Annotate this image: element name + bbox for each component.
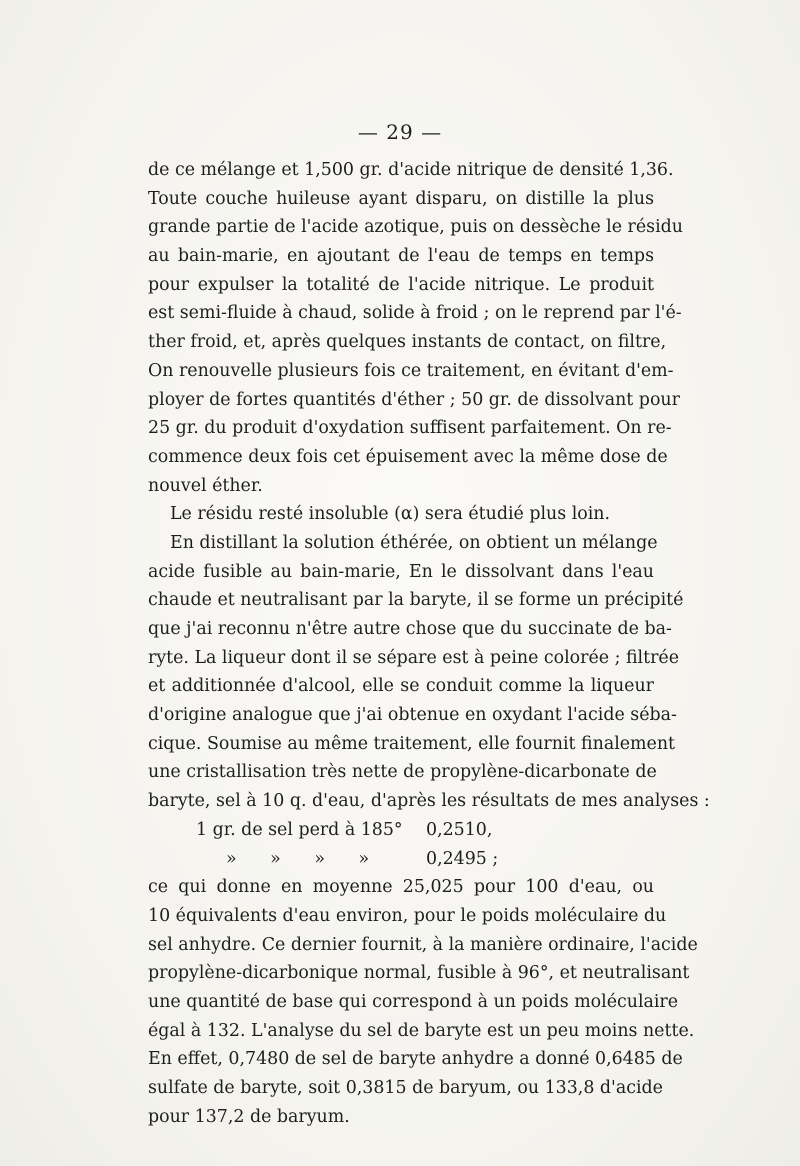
text-line: acide fusible au bain-marie, En le dissolvant dans l'eau [148,561,654,582]
text-line: chaude et neutralisant par la baryte, il se forme un précipité [148,590,684,611]
text-line: une cristallisation très nette de propylène-dicarbonate de [148,762,657,783]
text-line: sulfate de baryte, soit 0,3815 de baryum, ou 133,8 d'acide [148,1078,663,1098]
text-line: ployer de fortes quantités d'éther ; 50 gr. de dissolvant pour [148,389,680,410]
text-line: égal à 132. L'analyse du sel de baryte est un peu moins nette. [148,1020,695,1041]
text-line: Toute couche huileuse ayant disparu, on distille la plus [148,188,654,209]
text-line: cique. Soumise au même traitement, elle fournit finalement [148,733,676,754]
text-line: 25 gr. du produit d'oxydation suffisent parfaitement. On re- [148,418,672,439]
measurement-label: 1 gr. de sel perd à 185° [196,819,403,840]
text-line: que j'ai reconnu n'être autre chose que du succinate de ba- [148,619,672,639]
text-line: une quantité de base qui correspond à un poids moléculaire [148,991,679,1012]
body-text [148,156,710,1131]
text-line: ther froid, et, après quelques instants de contact, on filtre, [148,332,667,353]
text-line: On renouvelle plusieurs fois ce traitement, en évitant d'em- [148,360,674,381]
text-line: grande partie de l'acide azotique, puis on dessèche le résidu [148,217,683,238]
text-line: d'origine analogue que j'ai obtenue en oxydant l'acide séba- [148,705,677,726]
text-line: En effet, 0,7480 de sel de baryte anhydre a donné 0,6485 de [148,1049,683,1070]
text-line: propylène-dicarbonique normal, fusible à 96°, et neutralisant [148,963,690,984]
page-number: — 29 — [357,120,443,144]
text-line: En distillant la solution éthérée, on obtient un mélange [170,532,658,553]
measurement-value: 0,2510, [426,819,493,840]
text-line: au bain-marie, en ajoutant de l'eau de temps en temps [148,246,654,267]
text-line: et additionnée d'alcool, elle se conduit comme la liqueur [148,676,654,697]
measurement-label: » » » » [226,848,384,869]
text-line: ce qui donne en moyenne 25,025 pour 100 d'eau, ou [148,877,654,898]
text-line: ryte. La liqueur dont il se sépare est à peine colorée ; filtrée [148,647,680,668]
text-line: sel anhydre. Ce dernier fournit, à la manière ordinaire, l'acide [148,934,698,955]
measurement-row [148,845,654,874]
text-line: commence deux fois cet épuisement avec la même dose de [148,446,668,467]
text-line: nouvel éther. [148,475,263,496]
text-line: pour expulser la totalité de l'acide nitrique. Le produit [148,274,654,295]
text-line: 10 équivalents d'eau environ, pour le poids moléculaire du [148,905,667,926]
measurement-value: 0,2495 ; [426,848,499,869]
text-line: pour 137,2 de baryum. [148,1106,350,1127]
text-line: Le résidu resté insoluble (α) sera étudié plus loin. [170,504,611,525]
text-line: baryte, sel à 10 q. d'eau, d'après les résultats de mes analyses : [148,791,710,812]
measurement-row [148,816,654,845]
text-line: est semi-fluide à chaud, solide à froid ; on le reprend par l'é- [148,303,682,324]
text-line: de ce mélange et 1,500 gr. d'acide nitrique de densité 1,36. [148,160,674,180]
